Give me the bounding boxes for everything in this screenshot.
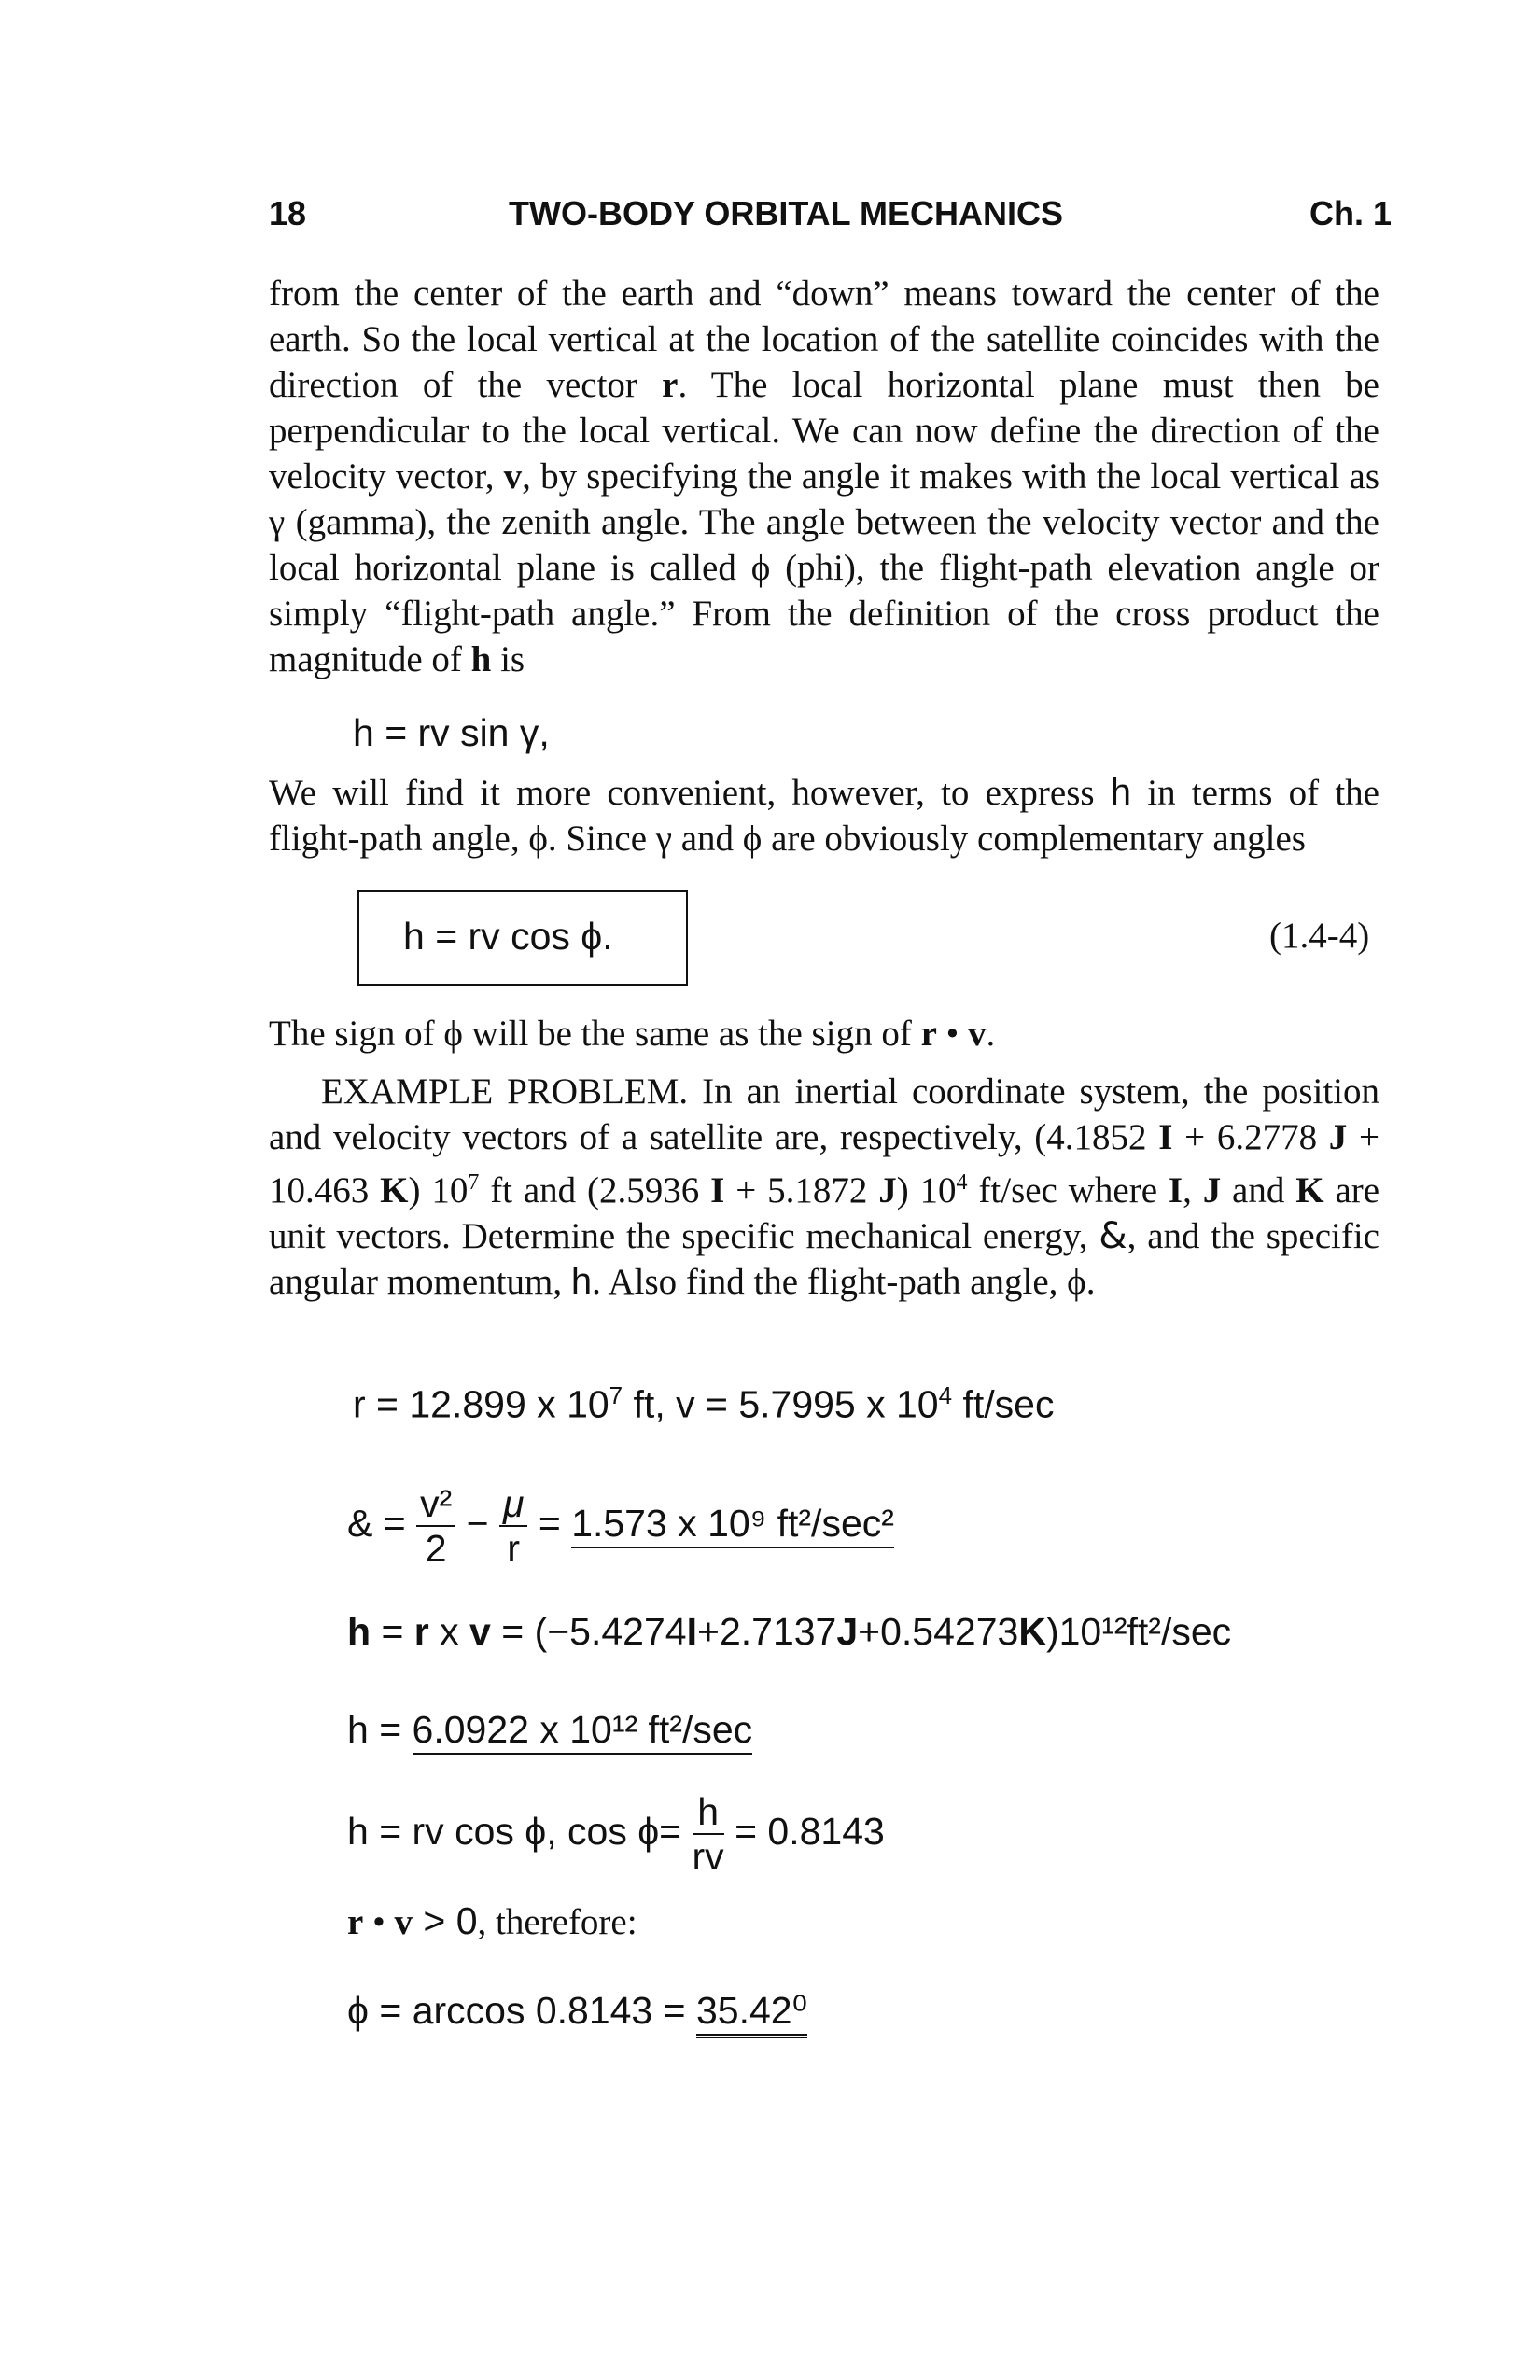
phi-result: 35.42⁰ [696,1989,807,2038]
angular-momentum-result: 6.0922 x 10¹² ft²/sec [413,1708,753,1755]
paragraph-intro: from the center of the earth and “down” means toward the center of the earth. So the local vertical at the location of the satellite coincides with the direction of the vector r. The local horizontal plane must then be perpendicular to the local vertical. We can now define the direction of the velocity vector, v, by specifying the angle it makes with the local vertical as γ (gamma), the zenith angle. The angle between the velocity vector and the local horizontal plane is called ϕ (phi), the flight-path elevation angle or simply “flight-path angle.” From the definition of the cross product the magnitude of h is [269,273,1379,679]
paragraph-complementary: We will find it more convenient, however, to express h in terms of the flight-path angle, ϕ. Since γ and ϕ are obviously complementary angles [269,772,1379,859]
sign-sentence: The sign of ϕ will be the same as the sign of r • v. [269,1014,996,1054]
solution-angular-momentum-magnitude: h = 6.0922 x 10¹² ft²/sec [347,1708,752,1752]
page-number: 18 [269,194,307,232]
solution-energy: & = $\frac{\text{v²}}{2}$ − $\frac{\mu}{r}$ = 1.573 x 10⁹ ft²/sec² [347,1482,894,1570]
equation-h-cos-phi: h = rv cos ϕ. [403,915,613,958]
fraction-v-squared-over-2: $\frac{\text{v²}}{2}$ [416,1482,455,1570]
fraction-mu-over-r: $\frac{\mu}{r}$ [499,1482,527,1570]
example-problem: EXAMPLE PROBLEM. In an inertial coordinate system, the position and velocity vectors of a satellite are, respectively, (4.1852 I + 6.2778 J + 10.463 K) $10^7$ ft and (2.5936 I + 5.1872 J) $10^4$ ft/sec where I, J and K are unit vectors. Determine the specific mechanical energy, &, and the specific angular momentum, h. Also find the flight-path angle, ϕ. [269,1071,1380,1302]
solution-magnitudes: r = 12.899 x $10^7$ ft, v = 5.7995 x $10^4$ ft/sec [353,1381,1055,1426]
solution-angular-momentum-vector: h = r x v = (−5.4274I+2.7137J+0.54273K)10¹²ft²/sec [347,1610,1232,1653]
energy-result: 1.573 x 10⁹ ft²/sec² [571,1502,894,1548]
equation-number: (1.4-4) [1269,916,1370,956]
solution-cos-phi: h = rv cos ϕ, cos ϕ= $\frac{h}{rv}$ = 0.8143 [347,1790,885,1878]
chapter-label: Ch. 1 [1309,194,1393,232]
solution-dot-product-sign: r • v > 0, therefore: [347,1899,637,1942]
fraction-h-over-rv: $\frac{h}{rv}$ [692,1790,724,1878]
solution-phi: ϕ = arccos 0.8143 = 35.42⁰ [347,1988,807,2033]
equation-h-sin-gamma: h = rv sin γ, [353,711,550,754]
running-title: TWO-BODY ORBITAL MECHANICS [509,194,1063,232]
